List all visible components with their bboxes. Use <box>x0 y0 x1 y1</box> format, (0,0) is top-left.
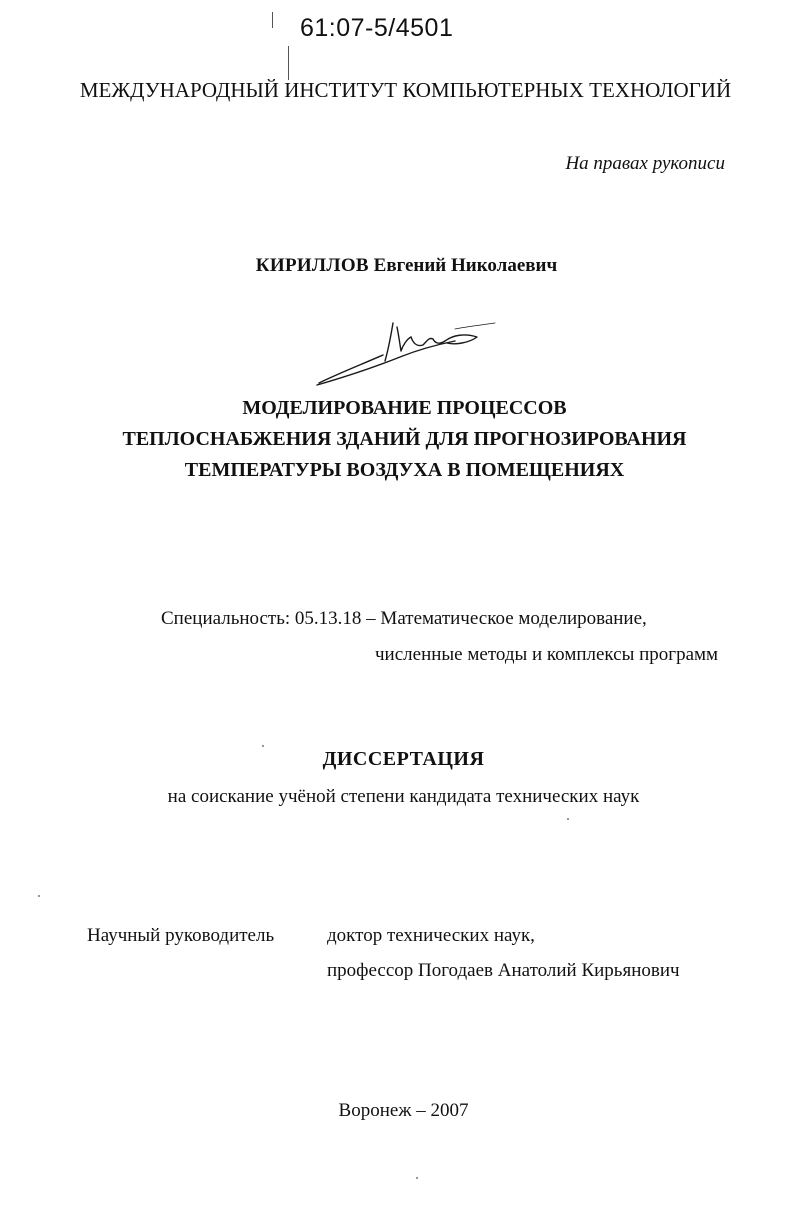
title-line-1: МОДЕЛИРОВАНИЕ ПРОЦЕССОВ <box>242 397 567 419</box>
author-signature <box>305 315 505 395</box>
scan-speck <box>567 818 569 820</box>
title-line-2: ТЕПЛОСНАБЖЕНИЯ ЗДАНИЙ ДЛЯ ПРОГНОЗИРОВАНИЯ <box>122 428 687 450</box>
supervisor-degree: доктор технических наук, <box>327 925 535 946</box>
degree-sought: на соискание учёной степени кандидата технических наук <box>167 786 640 807</box>
scan-speck <box>416 1177 418 1179</box>
supervisor-name: профессор Погодаев Анатолий Кирьянович <box>327 960 680 981</box>
specialty-line-1: Специальность: 05.13.18 – Математическое моделирование, <box>161 608 647 629</box>
author-surname: КИРИЛЛОВ <box>255 255 369 276</box>
scan-mark-top <box>272 12 273 28</box>
supervisor-label: Научный руководитель <box>87 925 275 946</box>
catalog-number: 61:07-5/4501 <box>300 14 454 42</box>
specialty-line-2: численные методы и комплексы программ <box>375 644 719 665</box>
title-line-3: ТЕМПЕРАТУРЫ ВОЗДУХА В ПОМЕЩЕНИЯХ <box>184 459 625 481</box>
author-given-names: Евгений Николаевич <box>373 255 558 276</box>
institute-name: МЕЖДУНАРОДНЫЙ ИНСТИТУТ КОМПЬЮТЕРНЫХ ТЕХНОЛОГИЙ <box>79 78 732 102</box>
scan-mark-middle <box>288 46 289 80</box>
manuscript-rights-note: На правах рукописи <box>565 153 725 174</box>
scan-speck <box>262 745 264 747</box>
dissertation-title <box>0 393 793 486</box>
author-name <box>0 255 793 277</box>
city-year: Воронеж – 2007 <box>338 1100 469 1121</box>
scan-speck <box>38 895 40 897</box>
dissertation-type: ДИССЕРТАЦИЯ <box>322 748 485 770</box>
